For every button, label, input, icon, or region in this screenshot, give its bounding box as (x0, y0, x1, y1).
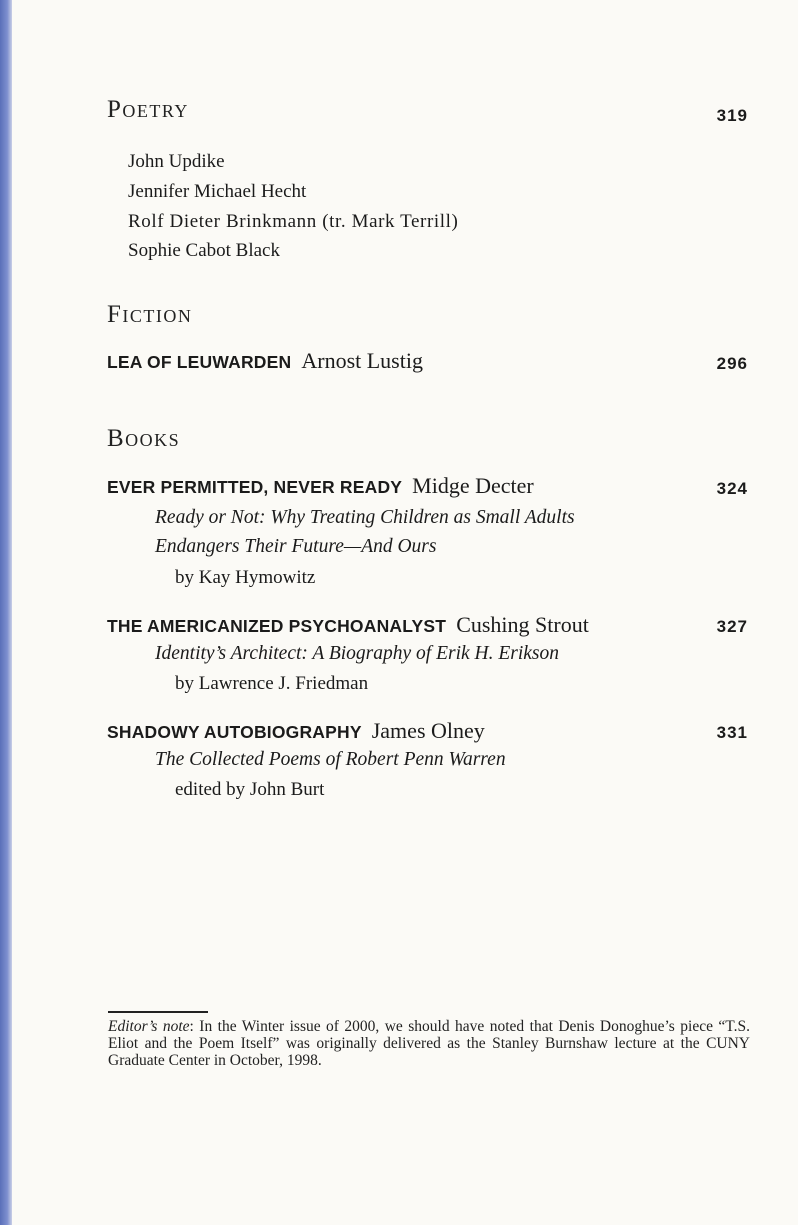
author-name: Arnost Lustig (301, 348, 423, 373)
editors-note-text: : In the Winter issue of 2000, we should have noted that Denis Donoghue’s piece “T.S. Eliot and the Poem Itself” was originally delivered as the Stanley Burnshaw lecture at the CUNY Graduate Center in October, 1998. (108, 1018, 750, 1069)
toc-entry (107, 718, 485, 744)
editors-note-label: Editor’s note (108, 1018, 190, 1035)
book-byline: edited by John Burt (175, 779, 325, 800)
book-byline: by Lawrence J. Friedman (175, 673, 369, 694)
reviewed-book-title: Identity’s Architect: A Biography of Erik H. Erikson (155, 643, 560, 664)
book-spine-edge (0, 0, 12, 1225)
page-number: 331 (716, 723, 748, 742)
article-title: LEA OF LEUWARDEN (107, 352, 292, 372)
article-title: SHADOWY AUTOBIOGRAPHY (107, 722, 362, 742)
section-heading-poetry: Poetry (107, 96, 189, 123)
page-number: 296 (716, 354, 748, 373)
toc-entry (107, 612, 589, 638)
section-heading-books: Books (107, 425, 181, 452)
poet-name: Sophie Cabot Black (128, 240, 280, 261)
article-title: THE AMERICANIZED PSYCHOANALYST (107, 616, 447, 636)
page-number: 319 (716, 106, 748, 125)
section-heading-fiction: Fiction (107, 301, 193, 328)
author-name: Midge Decter (412, 473, 534, 498)
toc-entry (107, 473, 534, 499)
poet-name: Rolf Dieter Brinkmann (tr. Mark Terrill) (128, 211, 459, 232)
author-name: James Olney (371, 718, 485, 743)
reviewed-book-title: Endangers Their Future—And Ours (155, 536, 437, 557)
poet-name: John Updike (128, 151, 225, 172)
page-number: 324 (716, 479, 748, 498)
article-title: EVER PERMITTED, NEVER READY (107, 477, 403, 497)
poet-name: Jennifer Michael Hecht (128, 181, 307, 202)
page-number: 327 (716, 617, 748, 636)
editors-note (108, 1018, 750, 1069)
toc-entry (107, 348, 423, 374)
book-byline: by Kay Hymowitz (175, 567, 316, 588)
reviewed-book-title: The Collected Poems of Robert Penn Warren (155, 749, 506, 770)
author-name: Cushing Strout (456, 612, 589, 637)
footnote-rule (108, 1011, 208, 1013)
reviewed-book-title: Ready or Not: Why Treating Children as Small Adults (155, 507, 575, 528)
